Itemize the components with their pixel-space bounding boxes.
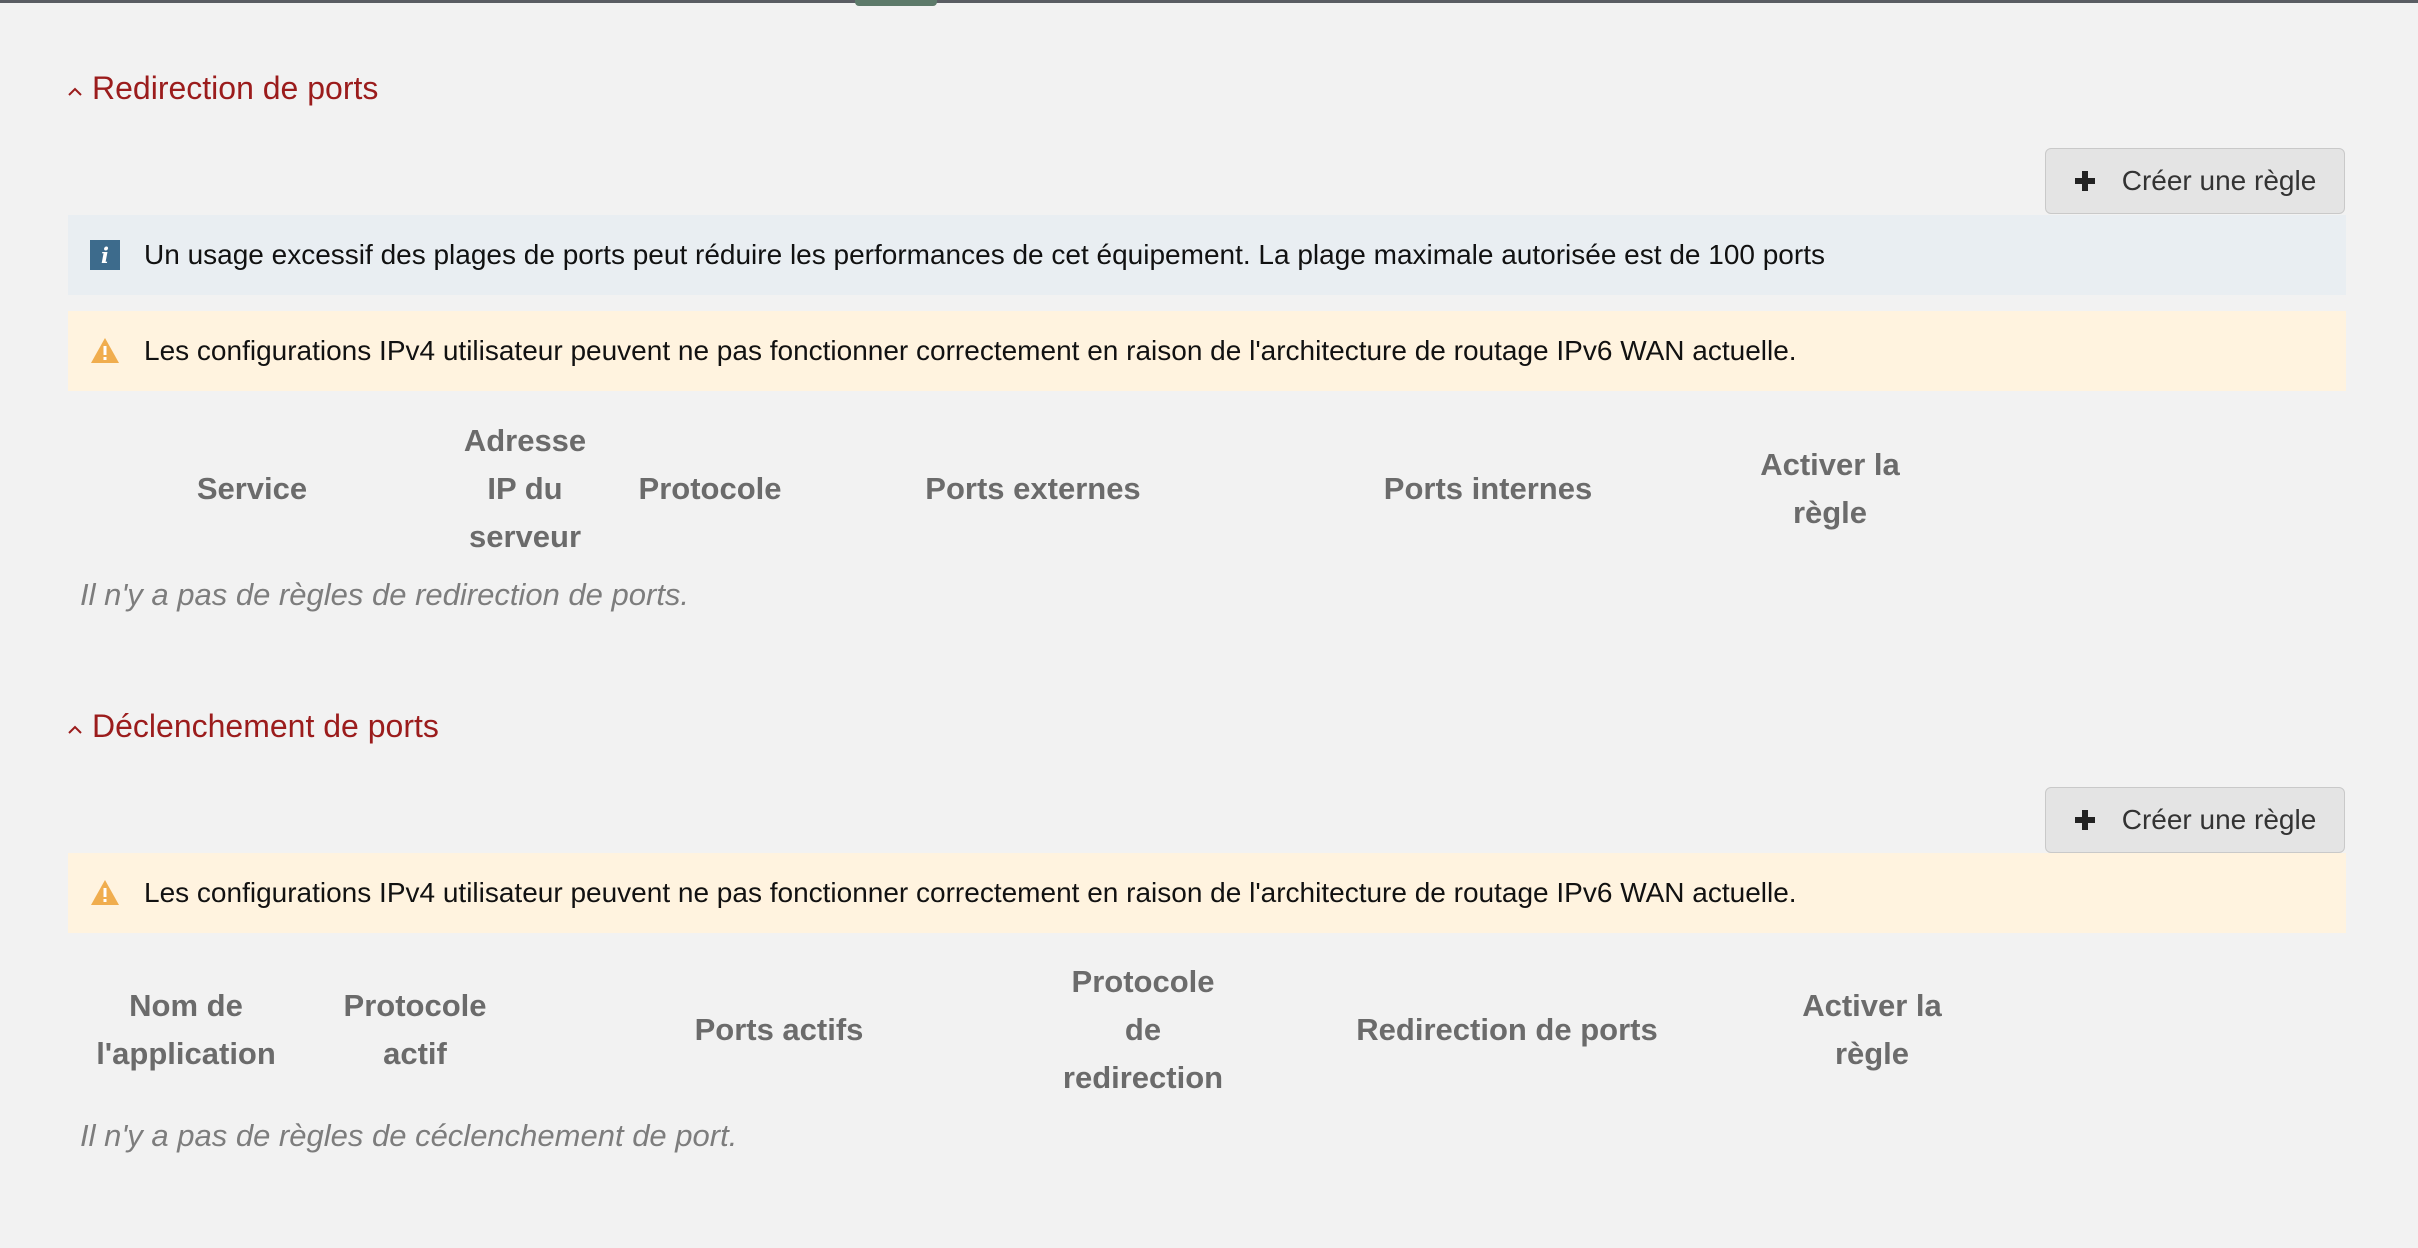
chevron-up-icon	[66, 83, 84, 101]
section-title: Redirection de ports	[92, 70, 379, 106]
column-header-server-ip: Adresse IP du serveur	[463, 423, 587, 554]
empty-table-message: Il n'y a pas de règles de céclenchement de port.	[80, 1118, 738, 1153]
column-header-protocol: Protocole	[638, 471, 782, 506]
plus-icon	[2074, 809, 2096, 831]
plus-icon	[2074, 170, 2096, 192]
active-tab-indicator	[855, 0, 937, 6]
section-header-port-triggering[interactable]	[66, 708, 439, 745]
column-header-internal-ports: Ports internes	[1383, 471, 1593, 506]
column-header-application-name: Nom de l'application	[96, 988, 276, 1071]
create-rule-button[interactable]	[2045, 148, 2345, 214]
section-header-port-forwarding[interactable]	[66, 70, 378, 107]
create-rule-label: Créer une règle	[2121, 165, 2317, 196]
column-header-service: Service	[196, 471, 308, 506]
column-header-active-ports: Ports actifs	[694, 1012, 864, 1047]
warning-alert	[68, 311, 2346, 391]
column-header-enable-rule: Activer la règle	[1802, 988, 1942, 1071]
column-header-port-redirection: Redirection de ports	[1356, 1012, 1658, 1047]
create-rule-label: Créer une règle	[2121, 804, 2317, 835]
column-header-external-ports: Ports externes	[925, 471, 1141, 506]
section-title: Déclenchement de ports	[92, 708, 439, 744]
top-bar	[0, 0, 2418, 3]
empty-table-message: Il n'y a pas de règles de redirection de ports.	[80, 577, 690, 612]
info-alert	[68, 215, 2346, 295]
warning-alert-text: Les configurations IPv4 utilisateur peuvent ne pas fonctionner correctement en raison de l'architecture de routage IPv6 WAN actuelle.	[144, 877, 1797, 908]
warning-alert-text: Les configurations IPv4 utilisateur peuvent ne pas fonctionner correctement en raison de l'architecture de routage IPv6 WAN actuelle.	[144, 335, 1797, 366]
create-rule-button[interactable]	[2045, 787, 2345, 853]
svg-text:i: i	[101, 243, 109, 268]
info-alert-text: Un usage excessif des plages de ports peut réduire les performances de cet équipement. La plage maximale autorisée est de 100 ports	[144, 239, 1825, 270]
warning-icon	[90, 878, 120, 908]
warning-icon	[90, 336, 120, 366]
column-header-enable-rule: Activer la règle	[1760, 447, 1900, 530]
column-header-redirect-protocol: Protocole de redirection	[1062, 964, 1224, 1095]
info-icon	[90, 240, 120, 270]
warning-alert	[68, 853, 2346, 933]
column-header-active-protocol: Protocole actif	[343, 988, 487, 1071]
chevron-up-icon	[66, 721, 84, 739]
